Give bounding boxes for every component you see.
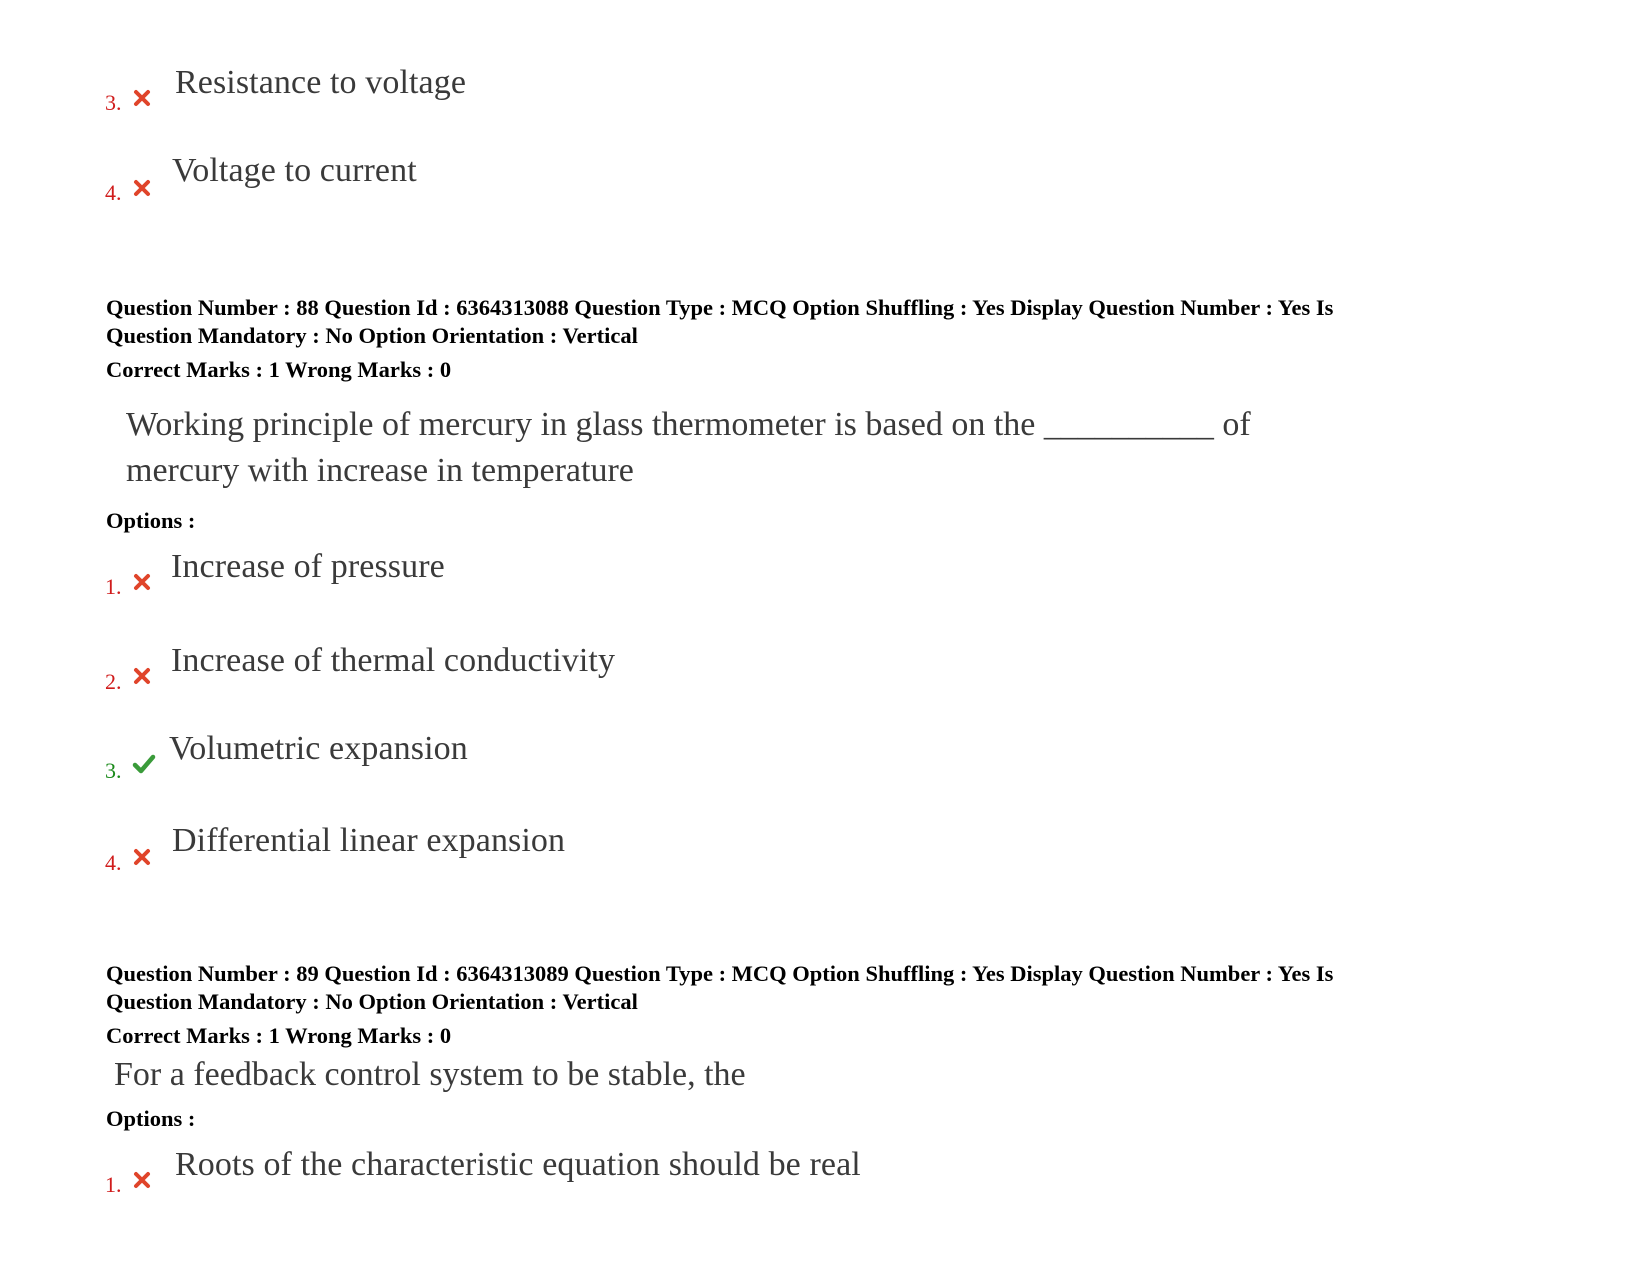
option-text: Increase of pressure (171, 548, 445, 585)
option-text: Volumetric expansion (169, 730, 468, 767)
question-text-line2: mercury with increase in temperature (126, 452, 634, 489)
option-text: Voltage to current (172, 152, 417, 189)
question-marks: Correct Marks : 1 Wrong Marks : 0 (106, 357, 452, 382)
option-number: 4. (105, 850, 122, 875)
check-icon (132, 753, 156, 775)
option-text: Roots of the characteristic equation should be real (175, 1146, 861, 1183)
option-number: 1. (105, 574, 122, 599)
option-number: 3. (105, 758, 122, 783)
cross-icon (132, 572, 152, 592)
cross-icon (132, 88, 152, 108)
question-meta-line2: Question Mandatory : No Option Orientation : Vertical (106, 323, 638, 348)
question-marks: Correct Marks : 1 Wrong Marks : 0 (106, 1023, 452, 1048)
option-number: 2. (105, 669, 122, 694)
cross-icon (132, 178, 152, 198)
question-meta-line2: Question Mandatory : No Option Orientation : Vertical (106, 989, 638, 1014)
cross-icon (132, 666, 152, 686)
question-text-line1: For a feedback control system to be stable, the (114, 1056, 746, 1093)
option-number: 3. (105, 90, 122, 115)
option-text: Resistance to voltage (175, 64, 467, 101)
option-text: Increase of thermal conductivity (171, 642, 616, 679)
option-text: Differential linear expansion (172, 822, 566, 859)
question-meta-line1: Question Number : 89 Question Id : 6364313089 Question Type : MCQ Option Shuffling : Yes Display Question Number : Yes Is (106, 961, 1334, 986)
cross-icon (132, 847, 152, 867)
question-meta-line1: Question Number : 88 Question Id : 6364313088 Question Type : MCQ Option Shuffling : Yes Display Question Number : Yes Is (106, 295, 1334, 320)
cross-icon (132, 1170, 152, 1190)
question-text-line1: Working principle of mercury in glass thermometer is based on the __________ of (126, 406, 1251, 443)
options-label: Options : (106, 508, 196, 533)
options-label: Options : (106, 1106, 196, 1131)
option-number: 4. (105, 180, 122, 205)
option-number: 1. (105, 1172, 122, 1197)
